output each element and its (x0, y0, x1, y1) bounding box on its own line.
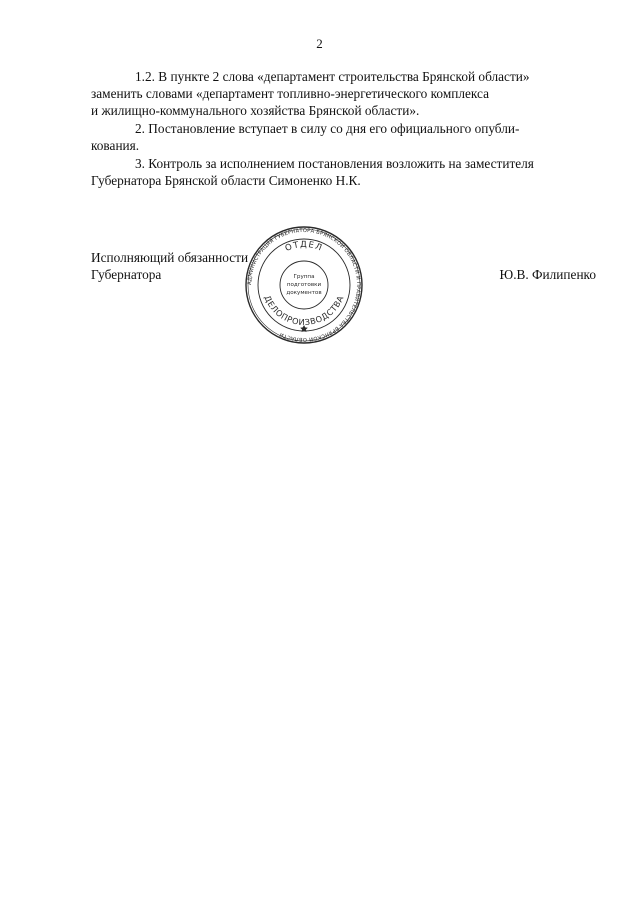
stamp-graphic (244, 225, 364, 345)
stamp-inner-top-text (284, 240, 324, 254)
paragraph-1-line-1: 1.2. В пункте 2 слова «департамент строительства Брянской области» (135, 69, 530, 84)
stamp-inner-bottom-text-path: ДЕЛОПРОИЗВОДСТВА (262, 293, 346, 328)
stamp-center-line-2: подготовки (286, 282, 322, 288)
paragraph-1-line-2: заменить словами «департамент топливно-энергетического комплекса (91, 86, 489, 101)
official-stamp (244, 225, 364, 345)
paragraph-3-line-1: 3. Контроль за исполнением постановления возложить на заместителя (135, 156, 534, 171)
paragraph-1 (91, 68, 597, 119)
paragraph-2-line-2: кования. (91, 138, 140, 153)
signatory-position-line-1: Исполняющий обязанности (91, 250, 249, 265)
paragraph-2 (91, 120, 597, 154)
stamp-inner-bottom-text (262, 294, 345, 327)
stamp-center-line-1: Группа (293, 274, 315, 280)
paragraph-1-line-3: и жилищно-коммунального хозяйства Брянской области». (91, 103, 420, 118)
signatory-position-line-2: Губернатора (91, 267, 162, 282)
paragraph-3-line-2: Губернатора Брянской области Симоненко Н.К. (91, 173, 361, 188)
stamp-inner-top-text-path: ОТДЕЛ (283, 239, 325, 254)
stamp-outer-text-path: АДМИНИСТРАЦИЯ ГУБЕРНАТОРА БРЯНСКОЙ ОБЛАСТИ И ПРАВИТЕЛЬСТВА БРЯНСКОЙ ОБЛАСТИ (246, 227, 362, 343)
paragraph-2-line-1: 2. Постановление вступает в силу со дня его официального опубли- (135, 121, 520, 136)
signatory-name: Ю.В. Филипенко (499, 267, 596, 282)
paragraph-3 (91, 155, 597, 189)
page-number: 2 (316, 36, 323, 51)
signatory-position (91, 249, 248, 283)
stamp-center-line-3: документов (286, 290, 322, 296)
